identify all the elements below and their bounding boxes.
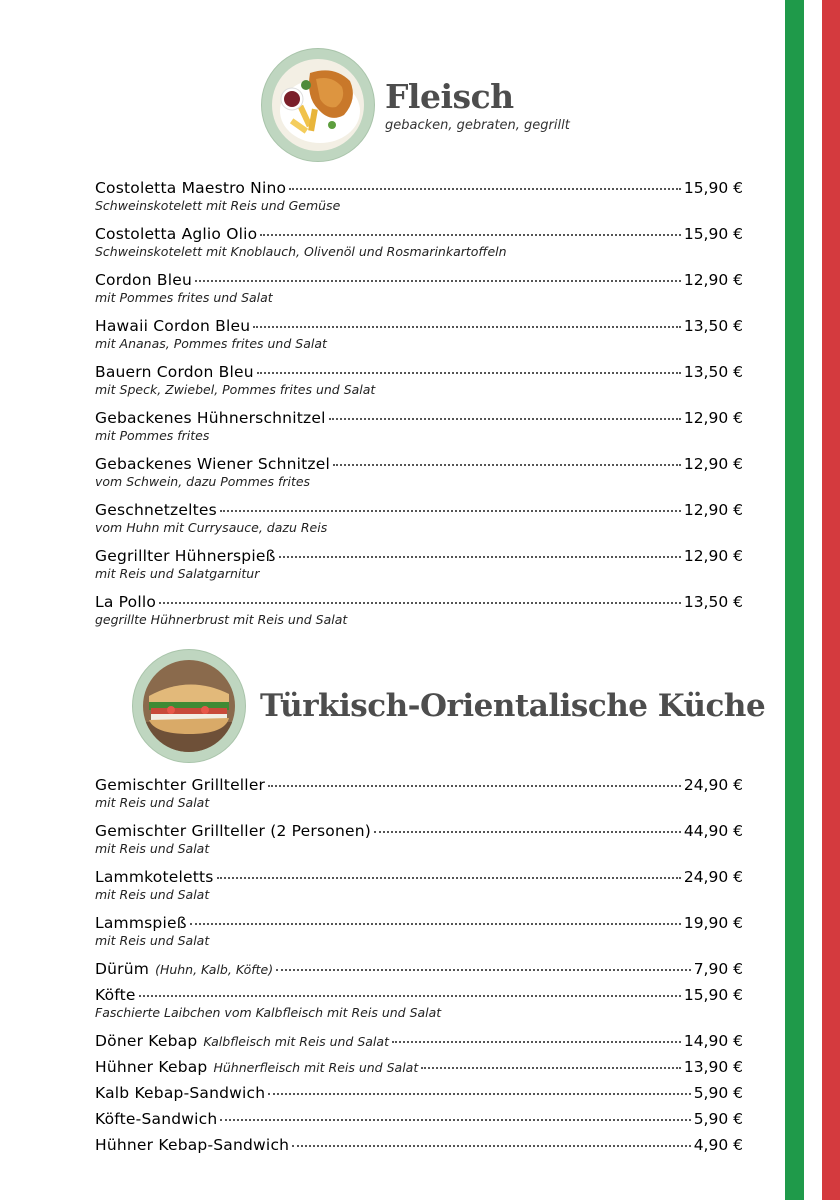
item-description: mit Reis und Salat <box>95 933 210 948</box>
item-description: Schweinskotelett mit Reis und Gemüse <box>95 198 341 213</box>
item-name: Lammspieß <box>95 914 187 932</box>
kebab-sandwich-photo <box>132 649 246 763</box>
menu-item <box>95 592 743 638</box>
leader-dots <box>421 1067 681 1069</box>
menu-item <box>95 1083 743 1109</box>
item-description: mit Reis und Salatgarnitur <box>95 566 260 581</box>
section-header-fleisch <box>261 48 570 162</box>
leader-dots <box>289 188 681 190</box>
leader-dots <box>268 1093 690 1095</box>
item-name: Hühner Kebap <box>95 1058 208 1076</box>
item-name: Döner Kebap <box>95 1032 198 1050</box>
menu-item <box>95 1135 743 1161</box>
leader-dots <box>139 995 681 997</box>
item-price: 15,90 € <box>683 225 743 243</box>
item-name: Gebackenes Wiener Schnitzel <box>95 455 330 473</box>
item-price: 13,50 € <box>683 363 743 381</box>
item-name: Kalb Kebap-Sandwich <box>95 1084 266 1102</box>
item-price: 24,90 € <box>683 868 743 886</box>
item-name: Geschnetzeltes <box>95 501 217 519</box>
leader-dots <box>392 1041 681 1043</box>
item-inline-description: Hühnerfleisch mit Reis und Salat <box>213 1060 419 1075</box>
item-price: 14,90 € <box>683 1032 743 1050</box>
item-price: 15,90 € <box>683 986 743 1004</box>
item-description: mit Reis und Salat <box>95 887 210 902</box>
item-name: La Pollo <box>95 593 157 611</box>
item-description: mit Reis und Salat <box>95 795 210 810</box>
menu-item <box>95 913 743 959</box>
menu-list-tuerkisch <box>95 775 743 1161</box>
item-price: 13,90 € <box>683 1058 743 1076</box>
menu-item <box>95 546 743 592</box>
item-description: mit Reis und Salat <box>95 841 210 856</box>
menu-item <box>95 1031 743 1057</box>
menu-item <box>95 454 743 500</box>
item-name: Gemischter Grillteller (2 Personen) <box>95 822 371 840</box>
menu-item <box>95 1057 743 1083</box>
leader-dots <box>220 510 681 512</box>
item-inline-description: (Huhn, Kalb, Köfte) <box>155 962 274 977</box>
menu-item <box>95 316 743 362</box>
leader-dots <box>276 969 691 971</box>
leader-dots <box>195 280 681 282</box>
item-description: Schweinskotelett mit Knoblauch, Olivenöl und Rosmarinkartoffeln <box>95 244 507 259</box>
menu-item <box>95 821 743 867</box>
section-title: Türkisch-Orientalische Küche <box>260 688 766 724</box>
item-name: Lammkoteletts <box>95 868 214 886</box>
schnitzel-dish-photo <box>261 48 375 162</box>
item-price: 4,90 € <box>693 1136 743 1154</box>
item-description: mit Pommes frites <box>95 428 210 443</box>
item-price: 5,90 € <box>693 1084 743 1102</box>
flag-stripe-white <box>804 0 822 1200</box>
item-price: 13,50 € <box>683 317 743 335</box>
schnitzel-illustration <box>272 59 364 151</box>
menu-item <box>95 1109 743 1135</box>
item-price: 15,90 € <box>683 179 743 197</box>
leader-dots <box>190 923 681 925</box>
item-price: 44,90 € <box>683 822 743 840</box>
section-subtitle: gebacken, gebraten, gegrillt <box>385 118 570 133</box>
leader-dots <box>260 234 681 236</box>
menu-item <box>95 224 743 270</box>
leader-dots <box>220 1119 690 1121</box>
item-description: vom Huhn mit Currysauce, dazu Reis <box>95 520 328 535</box>
menu-item <box>95 270 743 316</box>
item-description: mit Pommes frites und Salat <box>95 290 273 305</box>
menu-item <box>95 867 743 913</box>
item-price: 19,90 € <box>683 914 743 932</box>
flag-stripe-red <box>822 0 840 1200</box>
item-name: Köfte-Sandwich <box>95 1110 218 1128</box>
item-name: Gemischter Grillteller <box>95 776 266 794</box>
item-price: 12,90 € <box>683 455 743 473</box>
item-name: Gegrillter Hühnerspieß <box>95 547 276 565</box>
leader-dots <box>374 831 681 833</box>
leader-dots <box>217 877 681 879</box>
item-price: 12,90 € <box>683 501 743 519</box>
section-header-tuerkisch <box>132 649 765 763</box>
item-name: Costoletta Maestro Nino <box>95 179 287 197</box>
leader-dots <box>253 326 681 328</box>
item-inline-description: Kalbfleisch mit Reis und Salat <box>203 1034 389 1049</box>
menu-list-fleisch <box>95 178 743 638</box>
item-name: Köfte <box>95 986 136 1004</box>
item-name: Dürüm <box>95 960 150 978</box>
item-price: 13,50 € <box>683 593 743 611</box>
leader-dots <box>159 602 681 604</box>
leader-dots <box>329 418 681 420</box>
item-price: 12,90 € <box>683 409 743 427</box>
menu-item <box>95 500 743 546</box>
item-description: vom Schwein, dazu Pommes frites <box>95 474 311 489</box>
item-name: Hawaii Cordon Bleu <box>95 317 251 335</box>
leader-dots <box>333 464 681 466</box>
flag-stripe-green <box>785 0 804 1200</box>
leader-dots <box>279 556 681 558</box>
item-description: Faschierte Laibchen vom Kalbfleisch mit Reis und Salat <box>95 1005 442 1020</box>
leader-dots <box>257 372 681 374</box>
menu-item <box>95 178 743 224</box>
item-price: 12,90 € <box>683 547 743 565</box>
item-name: Gebackenes Hühnerschnitzel <box>95 409 326 427</box>
item-description: gegrillte Hühnerbrust mit Reis und Salat <box>95 612 348 627</box>
item-name: Costoletta Aglio Olio <box>95 225 258 243</box>
item-name: Bauern Cordon Bleu <box>95 363 254 381</box>
item-name: Cordon Bleu <box>95 271 192 289</box>
item-description: mit Speck, Zwiebel, Pommes frites und Salat <box>95 382 376 397</box>
item-price: 24,90 € <box>683 776 743 794</box>
leader-dots <box>292 1145 690 1147</box>
item-description: mit Ananas, Pommes frites und Salat <box>95 336 327 351</box>
menu-item <box>95 775 743 821</box>
menu-item <box>95 362 743 408</box>
item-price: 7,90 € <box>693 960 743 978</box>
kebab-illustration <box>143 660 235 752</box>
item-price: 5,90 € <box>693 1110 743 1128</box>
leader-dots <box>268 785 681 787</box>
section-title: Fleisch <box>385 77 514 116</box>
menu-item <box>95 959 743 985</box>
menu-item <box>95 408 743 454</box>
item-name: Hühner Kebap-Sandwich <box>95 1136 290 1154</box>
menu-item <box>95 985 743 1031</box>
item-price: 12,90 € <box>683 271 743 289</box>
